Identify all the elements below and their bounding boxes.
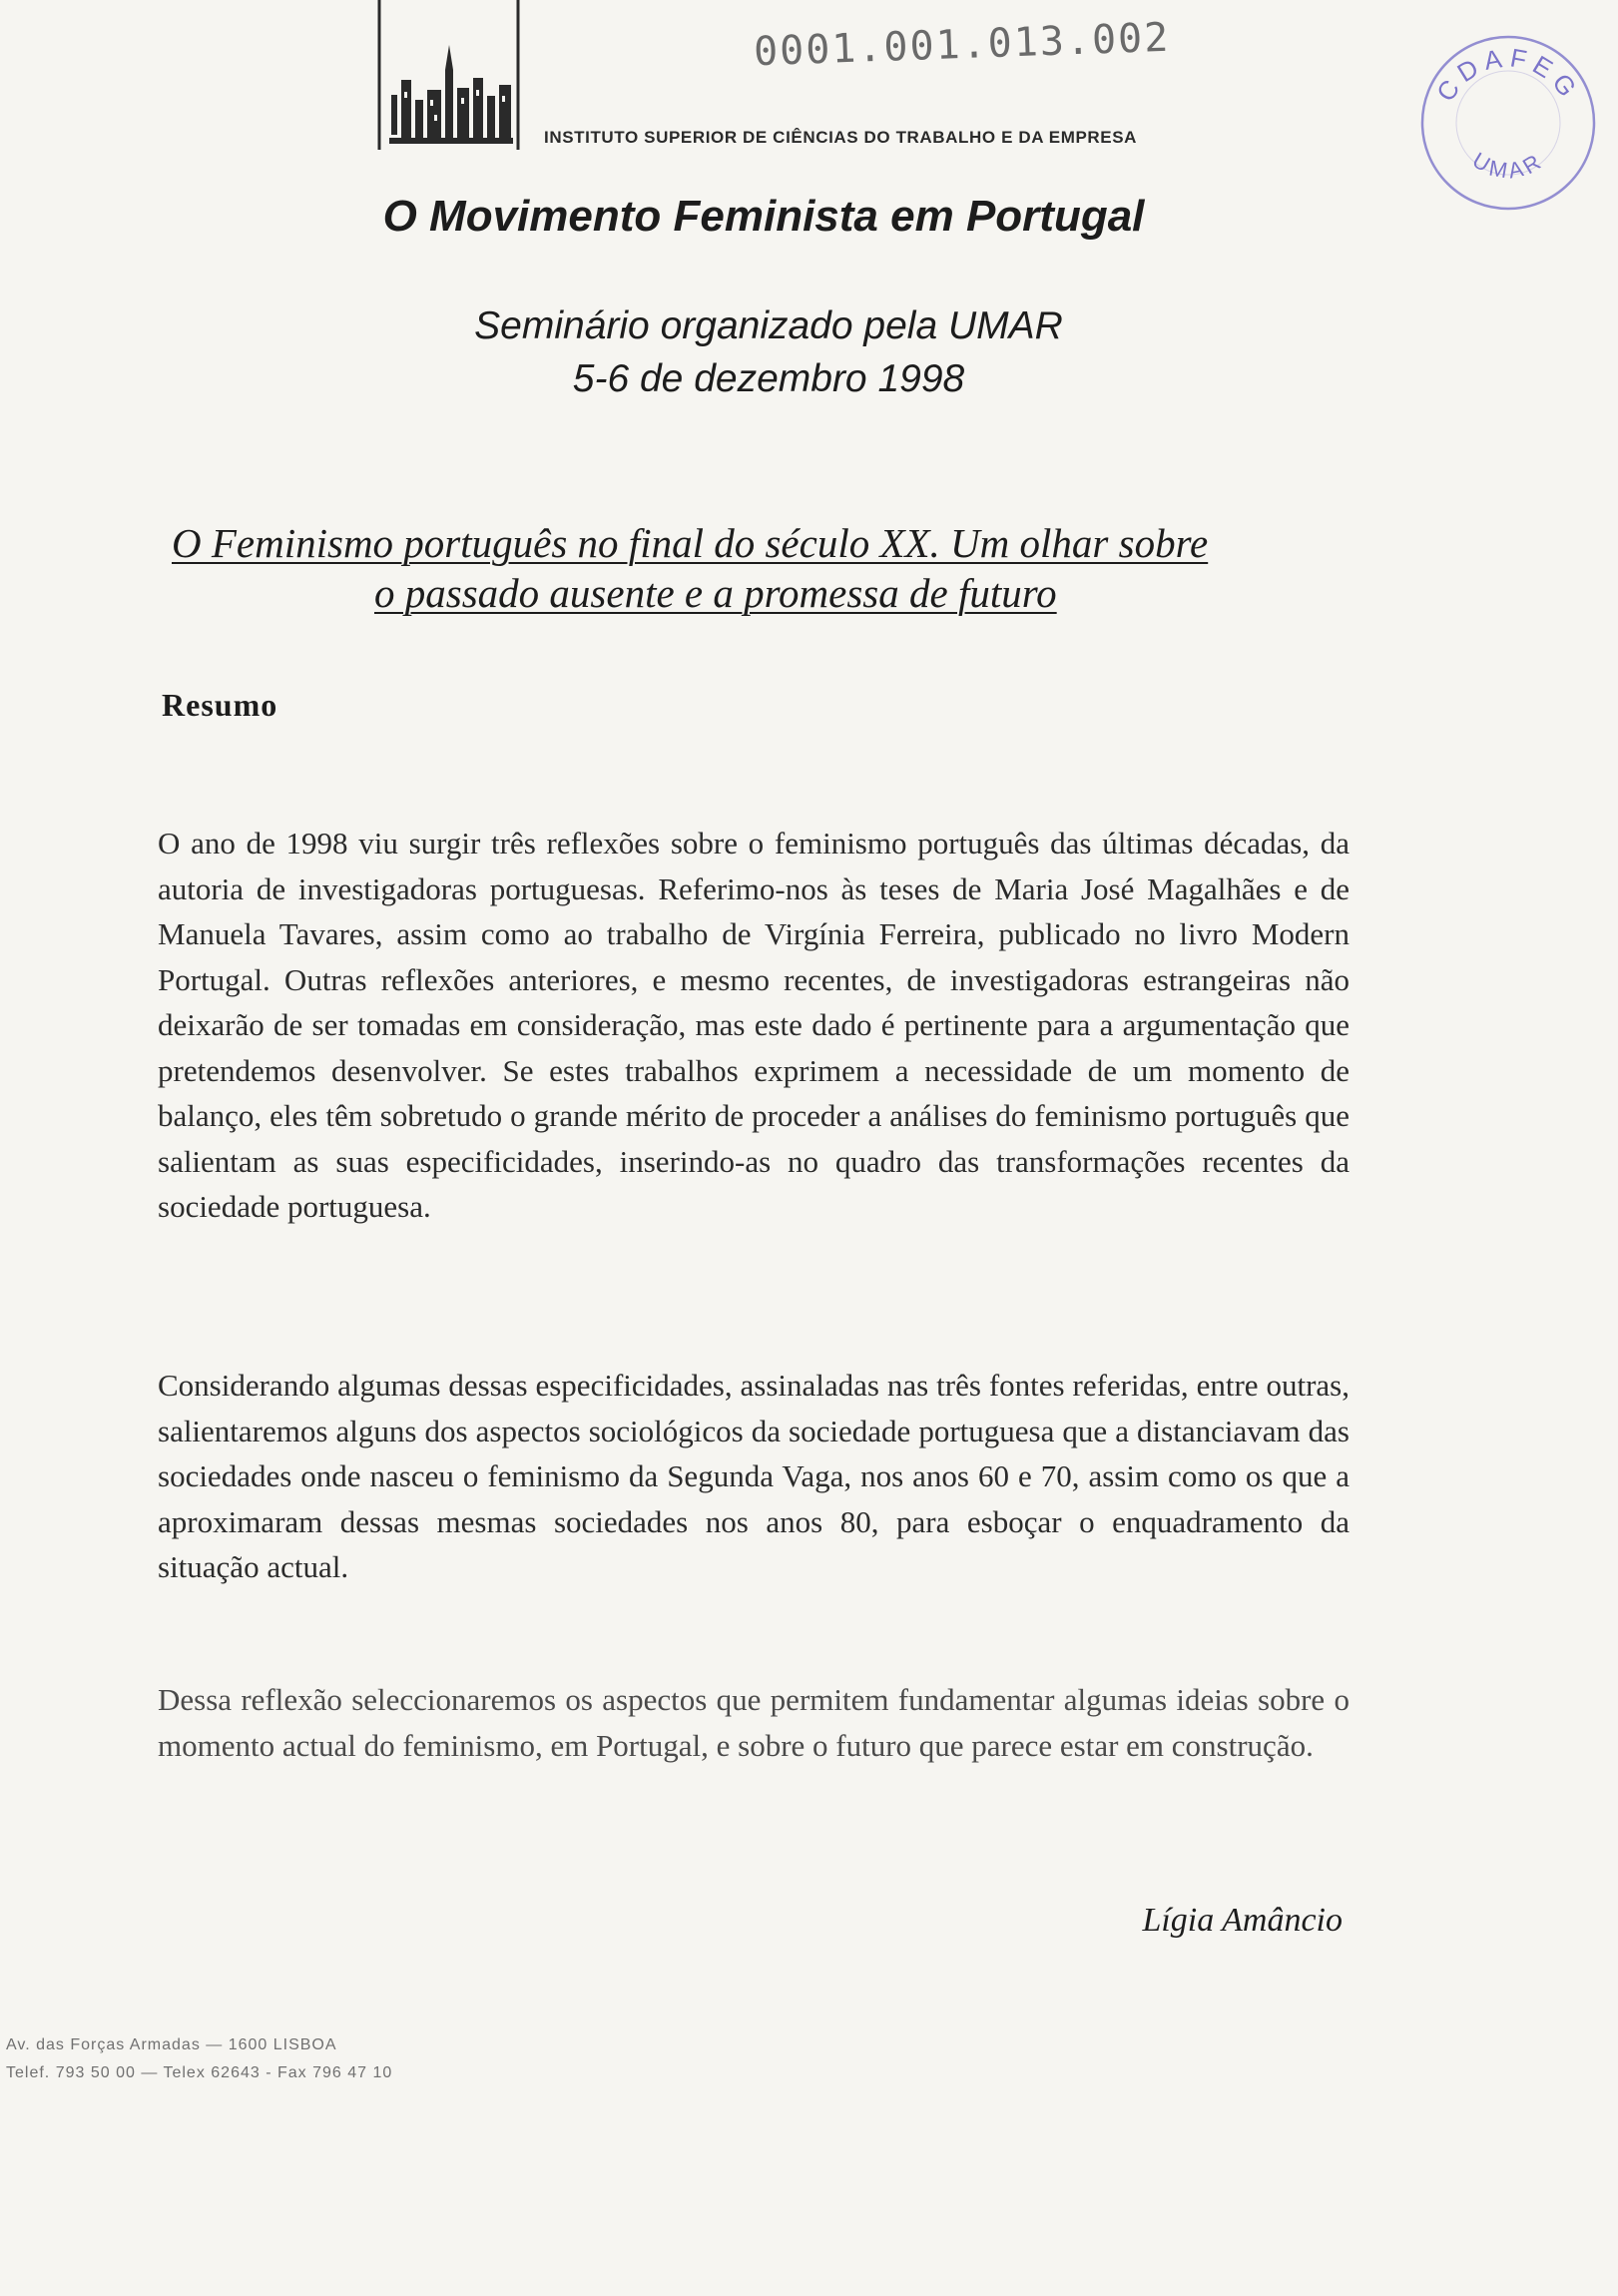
paper-title-line-1: O Feminismo português no final do século XX. Um olhar sobre xyxy=(172,520,1209,566)
paper-title-line-2: o passado ausente e a promessa de futuro xyxy=(374,570,1057,616)
stamp-top-text: CDAFEG xyxy=(1429,42,1586,107)
university-building-logo-icon xyxy=(371,0,526,160)
cdafeg-umar-stamp xyxy=(1415,30,1601,216)
footer-address: Av. das Forças Armadas — 1600 LISBOA xyxy=(6,2036,337,2053)
abstract-paragraph: Considerando algumas dessas especificidades, assinaladas nas três fontes referidas, entre outras, salientaremos alguns dos aspectos sociológicos da sociedade portuguesa que a distanciavam das sociedades onde nasceu o feminismo da Segunda Vaga, nos anos 60 e 70, assim como os que a aproximaram dessas mesmas sociedades nos anos 80, para esboçar o enquadramento da situação actual. xyxy=(158,1368,1349,1584)
abstract-paragraph: O ano de 1998 viu surgir três reflexões sobre o feminismo português das últimas décadas, da autoria de investigadoras portuguesas. Referimo-nos às teses de Maria José Magalhães e de Manuela Tavares, assim como ao trabalho de Virgínia Ferreira, publicado no livro Modern Portugal. Outras reflexões anteriores, e mesmo recentes, de investigadoras estrangeiras não deixarão de ser tomadas em consideração, mas este dado é pertinente para a argumentação que pretendemos desenvolver. Se estes trabalhos exprimem a necessidade de um momento de balanço, eles têm sobretudo o grande mérito de proceder a análises do feminismo português que salientam as suas especificidades, inserindo-as no quadro das transformações recentes da sociedade portuguesa. xyxy=(158,826,1349,1224)
archive-reference-number: 0001.001.013.002 xyxy=(753,14,1171,76)
seminar-dates: 5-6 de dezembro 1998 xyxy=(572,357,965,400)
abstract-paragraph: Dessa reflexão seleccionaremos os aspectos que permitem fundamentar algumas ideias sobre o momento actual do feminismo, em Portugal, e sobre o futuro que parece estar em construção. xyxy=(158,1682,1349,1763)
author-name: Lígia Amâncio xyxy=(1142,1902,1343,1939)
svg-text:CDAFEG xyxy=(1430,42,1586,107)
abstract-heading: Resumo xyxy=(162,687,278,723)
stamp-bottom-text: UMAR xyxy=(1467,147,1549,184)
svg-text:UMAR xyxy=(1468,148,1548,184)
institute-name: INSTITUTO SUPERIOR DE CIÊNCIAS DO TRABALHO E DA EMPRESA xyxy=(544,128,1138,147)
seminar-title: O Movimento Feminista em Portugal xyxy=(382,192,1145,241)
seminar-subtitle: Seminário organizado pela UMAR xyxy=(474,304,1063,347)
footer-contacts: Telef. 793 50 00 — Telex 62643 - Fax 796 47 10 xyxy=(6,2064,393,2081)
